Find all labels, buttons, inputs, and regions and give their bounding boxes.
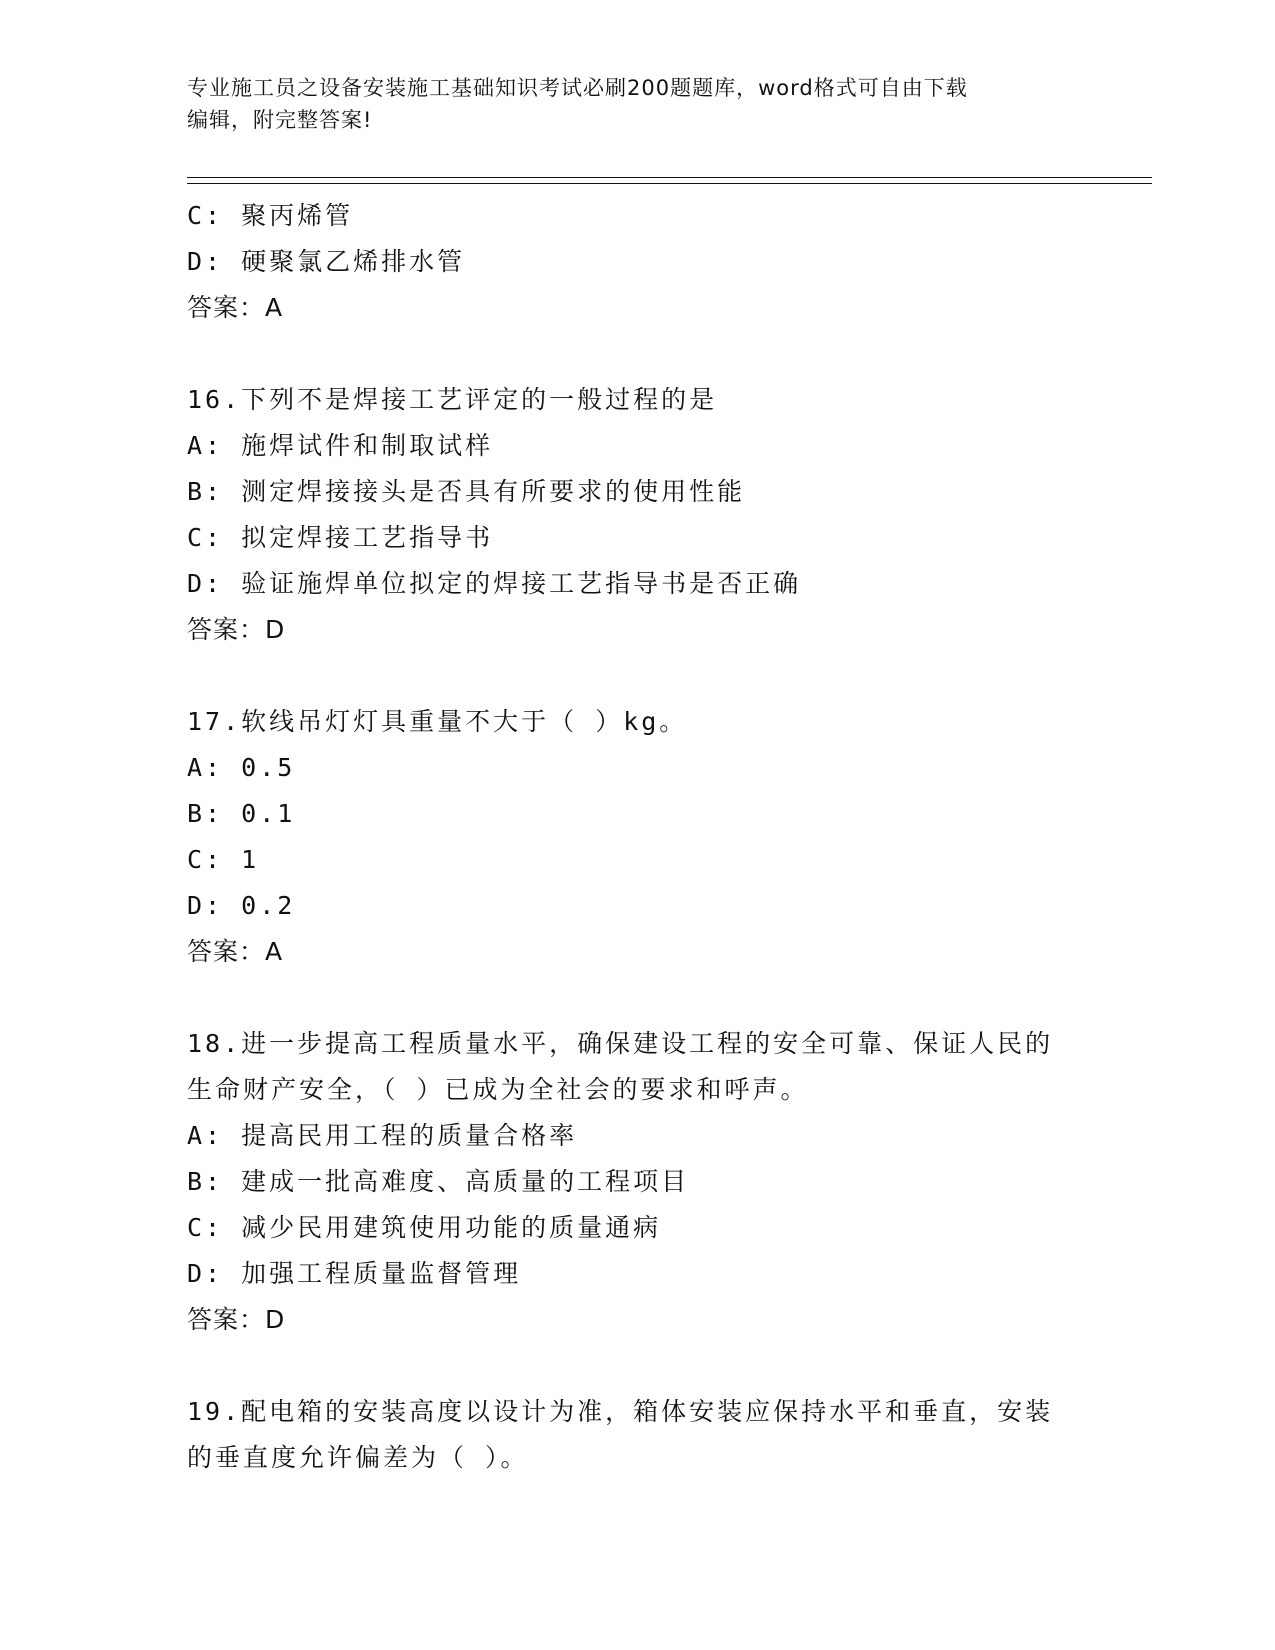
option-c: C: 聚丙烯管	[187, 201, 354, 230]
question-stem: 19.配电箱的安装高度以设计为准，箱体安装应保持水平和垂直，安装	[187, 1397, 1054, 1426]
option-b: B: 建成一批高难度、高质量的工程项目	[187, 1167, 690, 1196]
option-c: C: 拟定焊接工艺指导书	[187, 523, 494, 552]
question-block-16	[187, 377, 1087, 653]
option-a: A: 0.5	[187, 753, 296, 782]
answer-line: 答案：D	[187, 615, 286, 644]
question-spacer	[187, 1343, 1087, 1389]
question-spacer	[187, 331, 1087, 377]
header-line-1: 专业施工员之设备安装施工基础知识考试必刷200题题库，word格式可自由下载	[187, 76, 968, 100]
question-stem-continuation: 的垂直度允许偏差为（ ）。	[187, 1443, 529, 1472]
question-stem-continuation: 生命财产安全，（ ）已成为全社会的要求和呼声。	[187, 1075, 809, 1104]
question-stem: 18.进一步提高工程质量水平，确保建设工程的安全可靠、保证人民的	[187, 1029, 1054, 1058]
header-divider-top	[187, 177, 1152, 178]
option-d: D: 硬聚氯乙烯排水管	[187, 247, 466, 276]
answer-line: 答案：A	[187, 293, 284, 322]
document-header	[187, 72, 1067, 136]
question-block-18	[187, 1021, 1087, 1343]
option-c: C: 减少民用建筑使用功能的质量通病	[187, 1213, 662, 1242]
answer-line: 答案：D	[187, 1305, 286, 1334]
option-a: A: 施焊试件和制取试样	[187, 431, 494, 460]
option-d: D: 0.2	[187, 891, 296, 920]
question-spacer	[187, 975, 1087, 1021]
option-d: D: 加强工程质量监督管理	[187, 1259, 522, 1288]
answer-line: 答案：A	[187, 937, 284, 966]
option-d: D: 验证施焊单位拟定的焊接工艺指导书是否正确	[187, 569, 802, 598]
option-b: B: 0.1	[187, 799, 296, 828]
option-a: A: 提高民用工程的质量合格率	[187, 1121, 578, 1150]
question-list	[187, 193, 1087, 1481]
header-line-2: 编辑，附完整答案!	[187, 108, 373, 132]
question-block-17	[187, 699, 1087, 975]
option-b: B: 测定焊接接头是否具有所要求的使用性能	[187, 477, 746, 506]
question-stem: 16.下列不是焊接工艺评定的一般过程的是	[187, 385, 718, 414]
question-block-15	[187, 193, 1087, 331]
option-c: C: 1	[187, 845, 260, 874]
header-divider-bottom	[187, 183, 1152, 184]
question-spacer	[187, 653, 1087, 699]
question-stem: 17.软线吊灯灯具重量不大于（ ）kg。	[187, 707, 688, 736]
question-block-19	[187, 1389, 1087, 1481]
